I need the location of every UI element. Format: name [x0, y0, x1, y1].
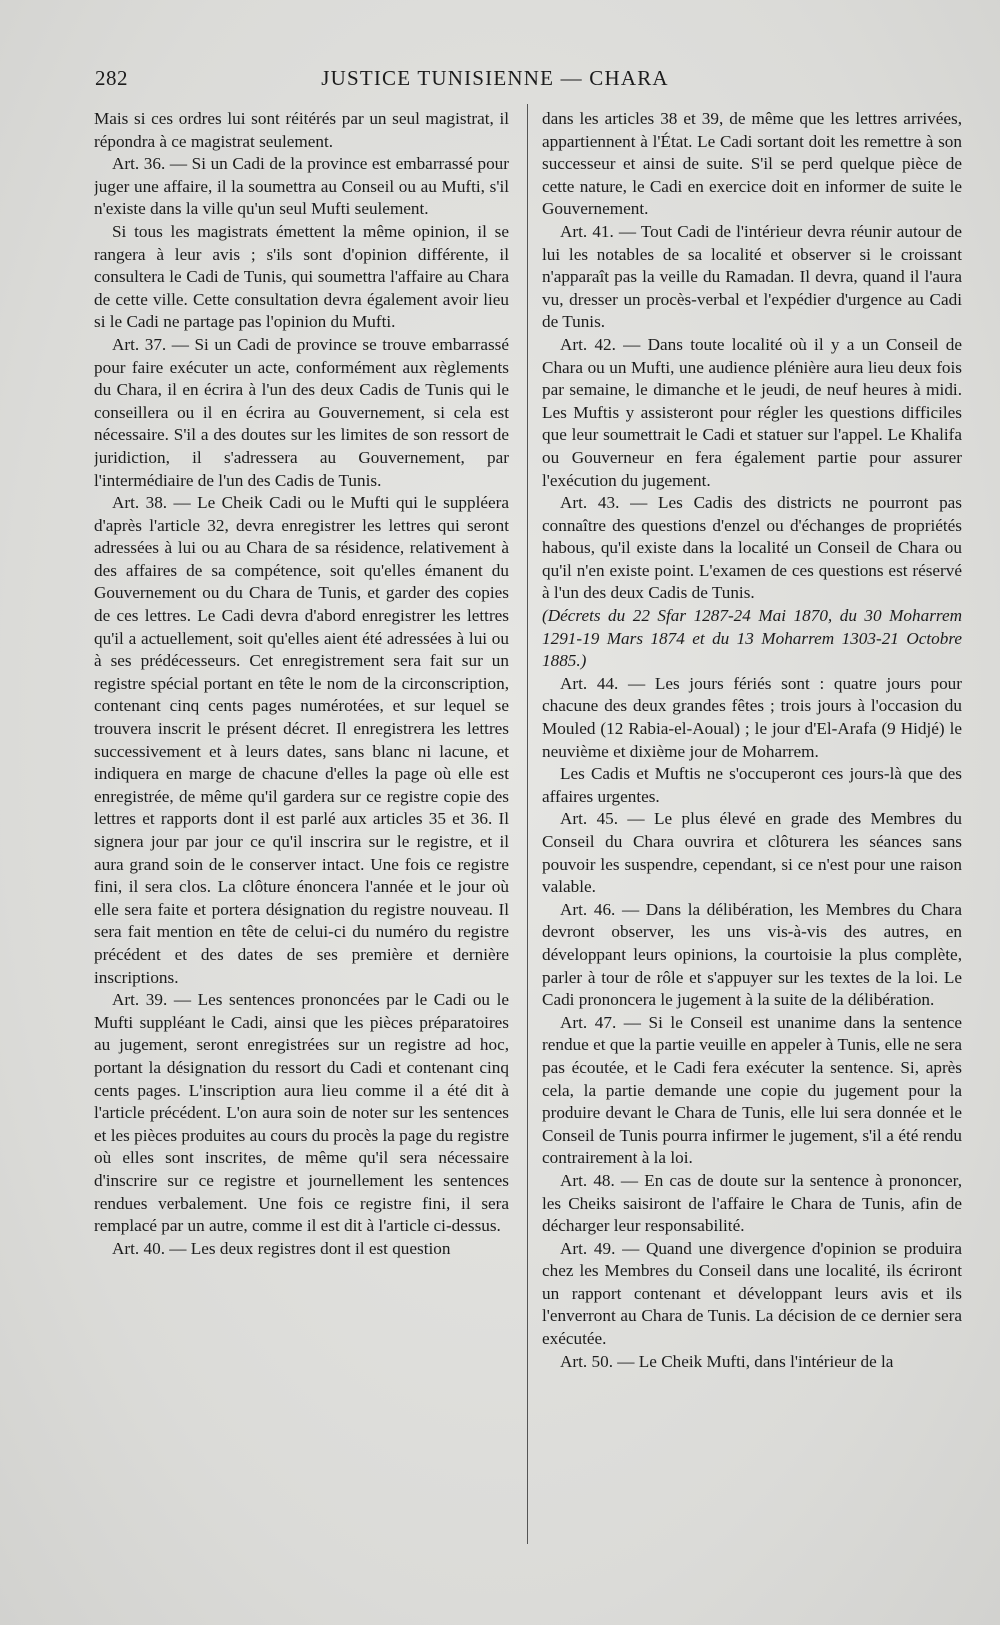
paragraph: Mais si ces ordres lui sont réitérés par un seul magistrat, il répondra à ce magistrat seulement. — [94, 109, 509, 151]
article-46: Art. 46. — Dans la délibération, les Membres du Chara devront observer, les uns vis-à-vis des autres, en développant leurs opinions, la courtoisie la plus complète, parler à tour de rôle et s'appuyer sur les textes de la loi. Le Cadi prononcera le jugement à la suite de la délibération. — [542, 899, 962, 1010]
article-41: Art. 41. — Tout Cadi de l'intérieur devra réunir autour de lui les notables de sa localité et observer si le croissant n'apparaît pas la veille du Ramadan. Il devra, quand il l'aura vu, dresser un procès-verbal et l'expédier d'urgence au Cadi de Tunis. — [542, 221, 962, 332]
left-column — [94, 108, 509, 1548]
article-45: Art. 45. — Le plus élevé en grade des Membres du Conseil du Chara ouvrira et clôturera les séances sans pouvoir les suspendre, cependant, si ce n'est pour une raison valable. — [542, 809, 962, 897]
article-43: Art. 43. — Les Cadis des districts ne pourront pas connaître des questions d'enzel ou d'échanges de propriétés habous, qu'il existe dans la localité un Conseil de Chara ou qu'il n'en existe point. L'examen de ces questions est réservé à l'un des deux Cadis de Tunis. — [542, 493, 962, 603]
article-39: Art. 39. — Les sentences prononcées par le Cadi ou le Mufti suppléant le Cadi, ainsi que les pièces préparatoires au jugement, seront enregistrées sur un registre ad hoc, portant la désignation du ressort du Cadi et contenant cinq cents pages. L'inscription aura lieu comme il a été dit à l'article précédent. L'on aura soin de noter sur les sentences et les pièces produites au cours du procès la page du registre où elles sont inscrites, de même qu'il sera nécessaire d'inscrire sur ce registre et journellement les sentences rendues verbalement. Une fois ce registre fini, il sera remplacé par un autre, comme il est dit à l'article ci-dessus. — [94, 990, 509, 1236]
article-48: Art. 48. — En cas de doute sur la sentence à prononcer, les Cheiks saisiront de l'affaire le Chara de Tunis, afin de décharger leur responsabilité. — [542, 1170, 962, 1236]
article-36: Art. 36. — Si un Cadi de la province est embarrassé pour juger une affaire, il la soumettra au Conseil ou au Mufti, s'il n'existe dans la ville qu'un seul Mufti seulement. — [94, 154, 509, 219]
article-47: Art. 47. — Si le Conseil est unanime dans la sentence rendue et que la partie veuille en appeler à Tunis, elle ne sera pas écoutée, et le Cadi fera exécuter la sentence. Si, après cela, la partie demande une copie du jugement pour la produire devant le Chara de Tunis, elle lui sera donnée et le Conseil de Tunis pourra infirmer le jugement, s'il a été rendu contrairement à la loi. — [542, 1012, 962, 1168]
column-divider — [527, 104, 528, 1544]
paragraph: Si tous les magistrats émettent la même opinion, il se rangera à leur avis ; s'ils sont d'opinion différente, il consultera le Cadi de Tunis, qui soumettra l'affaire au Chara de cette ville. Cette consultation devra également avoir lieu si le Cadi ne partage pas l'opinion du Mufti. — [94, 221, 509, 332]
decree-citation — [542, 605, 962, 673]
article-50: Art. 50. — Le Cheik Mufti, dans l'intérieur de la — [560, 1351, 894, 1371]
paragraph: Les Cadis et Muftis ne s'occuperont ces jours-là que des affaires urgentes. — [542, 764, 962, 806]
article-40: Art. 40. — Les deux registres dont il est question — [112, 1238, 451, 1258]
page-header — [95, 66, 895, 96]
article-44: Art. 44. — Les jours fériés sont : quatre jours pour chacune des deux grandes fêtes ; trois jours à l'occasion du Mouled (12 Rabia-el-Aoual) ; le jour d'El-Arafa (9 Hidjé) le neuvième et dixième jour de Moharrem. — [542, 673, 962, 761]
running-head: JUSTICE TUNISIENNE — CHARA — [321, 66, 669, 90]
article-49: Art. 49. — Quand une divergence d'opinion se produira chez les Membres du Conseil dans une localité, ils écriront un rapport contenant et développant leurs avis et ils l'enverront au Chara de Tunis. La décision de ce dernier sera exécutée. — [542, 1238, 962, 1349]
paragraph: dans les articles 38 et 39, de même que les lettres arrivées, appartiennent à l'État. Le Cadi sortant doit les remettre à son successeur et ainsi de suite. S'il se perd quelque pièce de cette nature, le Cadi en exercice doit en informer de suite le Gouvernement. — [542, 109, 962, 219]
article-42: Art. 42. — Dans toute localité où il y a un Conseil de Chara ou un Mufti, une audience plénière aura lieu deux fois par semaine, le dimanche et le jeudi, de neuf heures à midi. Les Muftis y assisteront pour régler les questions difficiles que leur soumettrait le Cadi et statuer sur l'appel. Le Khalifa ou Gouverneur en fera également partie pour assurer l'exécution du jugement. — [542, 334, 962, 490]
decree-citation-text: (Décrets du 22 Sfar 1287-24 Mai 1870, du 30 Moharrem 1291-19 Mars 1874 et du 13 Moharrem 1303-21 Octobre 1885.) — [542, 606, 962, 671]
article-37: Art. 37. — Si un Cadi de province se trouve embarrassé pour faire exécuter un acte, conformément aux règlements du Chara, il en écrira à l'un des deux Cadis de Tunis qui le conseillera ou il en écrira au Gouvernement, si cela est nécessaire. S'il a des doutes sur les limites de son ressort de juridiction, il s'adressera au Gouvernement, par l'intermédiaire de l'un des Cadis de Tunis. — [94, 334, 509, 490]
right-column — [542, 108, 962, 1548]
page-number: 282 — [95, 66, 128, 90]
article-38: Art. 38. — Le Cheik Cadi ou le Mufti qui le suppléera d'après l'article 32, devra enregistrer les lettres qui seront adressées à lui ou au Chara de sa résidence, relativement à des affaires de sa compétence, soit qu'elles émanent du Gouvernement ou du Chara de Tunis, et garder des copies de ces lettres. Le Cadi devra d'abord enregistrer les lettres qu'il a actuellement, soit qu'elles aient été adressées à lui ou à ses prédécesseurs. Cet enregistrement sera fait sur un registre spécial portant en tête le nom de la circonscription, contenant cinq cents pages numérotées, et sur lequel se trouvera inscrit le présent décret. Il enregistrera les lettres successivement et à leurs dates, sans blanc ni lacune, et indiquera en marge de chacune d'elles la page où elle est enregistrée, de même qu'il gardera sur ce registre copie des lettres et rapports dont il est parlé aux articles 35 et 36. Il signera jour par jour ce qu'il inscrira sur le registre, et il aura grand soin de le conserver intact. Une fois ce registre fini, il sera clos. La clôture énoncera l'année et le jour où elle sera faite et portera désignation du registre nouveau. Il sera fait mention en tête de celui-ci du numéro du registre précédent et des dates de ses première et dernière inscriptions. — [94, 493, 509, 987]
